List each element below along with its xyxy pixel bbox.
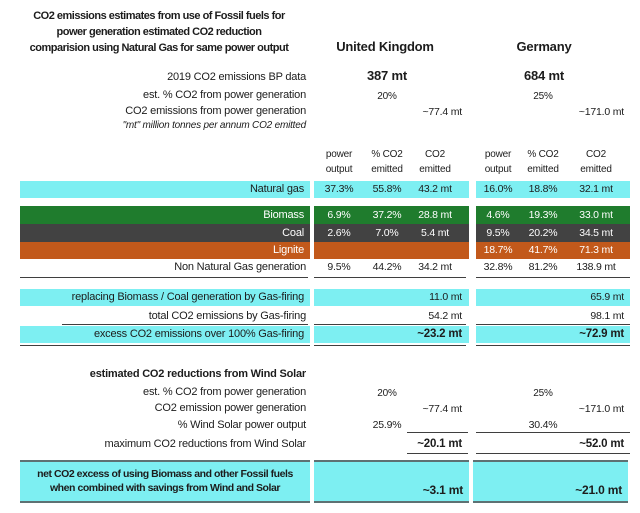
col-header-de-pct-2: emitted — [527, 164, 559, 175]
coal-label-bar: Coal — [20, 224, 310, 242]
co2-from-power-label: CO2 emissions from power generation — [125, 105, 306, 117]
co2-from-power-value-uk: ~77.4 mt — [422, 106, 462, 118]
bp-data-value-uk: 387 mt — [367, 68, 407, 83]
net-excess-label-block — [20, 460, 310, 503]
non-ng-de-co2: 138.9 mt — [576, 261, 616, 273]
col-header-de-co2-2: emitted — [580, 164, 612, 175]
pct-co2-power-value-uk: 20% — [377, 91, 397, 102]
wind-solar-heading: estimated CO2 reductions from Wind Solar — [89, 368, 306, 380]
divider — [476, 324, 630, 325]
ws-emissions-value-de: ~171.0 mt — [578, 403, 624, 415]
bp-data-label: 2019 CO2 emissions BP data — [167, 71, 306, 83]
excess-co2-value-uk: ~23.2 mt — [417, 328, 462, 340]
sheet-title-line1: CO2 emissions estimates from use of Fossil fuels for — [33, 10, 285, 22]
total-gas-firing-label: total CO2 emissions by Gas-firing — [148, 310, 306, 322]
divider — [407, 432, 468, 433]
ws-max-reduction-label: maximum CO2 reductions from Wind Solar — [104, 438, 306, 450]
ws-output-value-de: 30.4% — [528, 419, 558, 431]
pct-co2-power-label: est. % CO2 from power generation — [143, 89, 306, 101]
total-gas-firing-value-uk: 54.2 mt — [428, 310, 462, 322]
ws-output-value-uk: 25.9% — [372, 419, 402, 431]
divider — [20, 277, 308, 278]
divider — [476, 277, 630, 278]
country-header-uk: United Kingdom — [336, 39, 434, 54]
bp-data-value-de: 684 mt — [524, 68, 564, 83]
non-ng-uk-power: 9.5% — [327, 261, 351, 273]
net-excess-value-de: ~21.0 mt — [473, 460, 628, 503]
lignite-label-bar: Lignite — [20, 242, 310, 259]
natural-gas-uk-co2: 43.2 mt — [418, 183, 452, 195]
col-header-uk-co2-1: CO2 — [425, 149, 445, 160]
lignite-uk-bar — [314, 242, 469, 259]
natural-gas-de-pct: 18.8% — [528, 183, 558, 195]
mt-footnote: "mt" million tonnes per annum CO2 emitted — [122, 120, 306, 131]
col-header-uk-power-2: output — [325, 164, 353, 175]
biomass-de-pct: 19.3% — [528, 209, 558, 221]
divider — [314, 345, 466, 346]
natural-gas-de-co2: 32.1 mt — [579, 183, 613, 195]
ws-pct-co2-value-de: 25% — [533, 388, 553, 399]
non-ng-uk-co2: 34.2 mt — [418, 261, 452, 273]
non-ng-de-pct: 81.2% — [528, 261, 558, 273]
total-gas-firing-value-de: 98.1 mt — [590, 310, 624, 322]
non-natural-gas-label: Non Natural Gas generation — [174, 261, 306, 273]
natural-gas-uk-pct: 55.8% — [372, 183, 402, 195]
divider — [314, 324, 466, 325]
col-header-uk-co2-2: emitted — [419, 164, 451, 175]
ws-pct-co2-label: est. % CO2 from power generation — [143, 386, 306, 398]
divider — [314, 277, 466, 278]
col-header-de-pct-1: % CO2 — [527, 149, 559, 160]
col-header-de-power-2: output — [484, 164, 512, 175]
natural-gas-uk-power: 37.3% — [324, 183, 354, 195]
ws-output-label: % Wind Solar power output — [177, 419, 306, 431]
coal-de-pct: 20.2% — [528, 227, 558, 239]
col-header-de-power-1: power — [484, 149, 512, 160]
coal-de-co2: 34.5 mt — [579, 227, 613, 239]
net-excess-label-line2: when combined with savings from Wind and Solar — [49, 482, 281, 494]
ws-max-reduction-value-de: ~52.0 mt — [579, 438, 624, 450]
ws-emissions-label: CO2 emission power generation — [154, 402, 306, 414]
ws-max-reduction-value-uk: ~20.1 mt — [417, 438, 462, 450]
coal-uk-co2: 5.4 mt — [421, 227, 449, 239]
col-header-uk-pct-2: emitted — [371, 164, 403, 175]
divider — [476, 432, 630, 433]
sheet-title-line3: comparision using Natural Gas for same power output — [29, 42, 289, 54]
replace-by-gas-value-uk: 11.0 mt — [429, 291, 462, 303]
co2-from-power-value-de: ~171.0 mt — [578, 106, 624, 118]
biomass-de-co2: 33.0 mt — [579, 209, 613, 221]
biomass-uk-power: 6.9% — [327, 209, 351, 221]
coal-de-power: 9.5% — [486, 227, 510, 239]
natural-gas-de-power: 16.0% — [483, 183, 513, 195]
divider — [407, 453, 468, 454]
net-excess-label-line1: net CO2 excess of using Biomass and other Fossil fuels — [37, 468, 293, 480]
coal-uk-power: 2.6% — [327, 227, 351, 239]
pct-co2-power-value-de: 25% — [533, 91, 553, 102]
non-ng-uk-pct: 44.2% — [372, 261, 402, 273]
biomass-label-bar: Biomass — [20, 206, 310, 224]
divider — [20, 345, 310, 346]
replace-by-gas-value-de: 65.9 mt — [590, 291, 624, 303]
coal-uk-pct: 7.0% — [375, 227, 399, 239]
ws-pct-co2-value-uk: 20% — [377, 388, 397, 399]
net-excess-value-uk: ~3.1 mt — [314, 460, 469, 503]
non-ng-de-power: 32.8% — [483, 261, 513, 273]
col-header-uk-pct-1: % CO2 — [371, 149, 403, 160]
lignite-de-power: 18.7% — [483, 244, 513, 256]
divider — [476, 345, 630, 346]
country-header-germany: Germany — [516, 39, 572, 54]
sheet-title-line2: power generation estimated CO2 reduction — [56, 26, 262, 38]
divider — [62, 324, 308, 325]
divider — [476, 453, 630, 454]
biomass-uk-co2: 28.8 mt — [418, 209, 452, 221]
natural-gas-label-bar: Natural gas — [20, 181, 310, 198]
excess-co2-value-de: ~72.9 mt — [579, 328, 624, 340]
col-header-uk-power-1: power — [325, 149, 353, 160]
replace-by-gas-label-bar: replacing Biomass / Coal generation by Gas-firing — [20, 289, 310, 306]
col-header-de-co2-1: CO2 — [586, 149, 606, 160]
lignite-de-pct: 41.7% — [528, 244, 558, 256]
lignite-de-co2: 71.3 mt — [579, 244, 613, 256]
excess-co2-label-bar: excess CO2 emissions over 100% Gas-firing — [20, 326, 310, 343]
ws-emissions-value-uk: ~77.4 mt — [422, 403, 462, 415]
biomass-uk-pct: 37.2% — [372, 209, 402, 221]
biomass-de-power: 4.6% — [486, 209, 510, 221]
